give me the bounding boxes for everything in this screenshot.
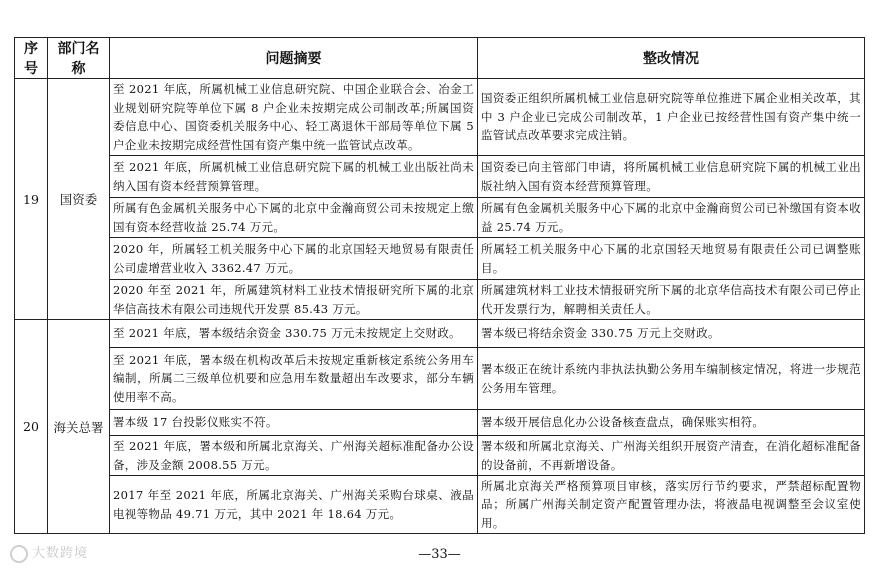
issue-cell: 2020 年至 2021 年，所属建筑材料工业技术情报研究所下属的北京华信高技术有限公司违规代开发票 85.43 万元。 bbox=[110, 280, 478, 320]
table-row bbox=[15, 156, 865, 198]
table-row bbox=[15, 238, 865, 280]
table-row bbox=[15, 320, 865, 348]
fix-cell: 署本级开展信息化办公设备核查盘点，确保账实相符。 bbox=[478, 410, 865, 436]
watermark-logo-icon bbox=[10, 545, 28, 563]
fix-cell: 署本级已将结余资金 330.75 万元上交财政。 bbox=[478, 320, 865, 348]
issue-cell: 至 2021 年底，署本级在机构改革后未按规定重新核定系统公务用车编制，所属二三级单位机要和应急用车数量超出车改要求，部分车辆使用率不高。 bbox=[110, 348, 478, 410]
seq-cell: 19 bbox=[15, 79, 48, 320]
table-header-row bbox=[15, 38, 865, 79]
fix-cell: 国资委已向主管部门申请，将所属机械工业信息研究院下属的机械工业出版社纳入国有资本经营预算管理。 bbox=[478, 156, 865, 198]
fix-cell: 所属轻工机关服务中心下属的北京国轻天地贸易有限责任公司已调整账目。 bbox=[478, 238, 865, 280]
fix-cell: 署本级和所属北京海关、广州海关组织开展资产清查，在消化超标准配备的设备前，不再新增设备。 bbox=[478, 436, 865, 476]
page-number: —33— bbox=[418, 547, 461, 562]
seq-cell: 20 bbox=[15, 320, 48, 534]
table-row bbox=[15, 79, 865, 156]
dept-cell: 海关总署 bbox=[48, 320, 110, 534]
issue-cell: 至 2021 年底，署本级和所属北京海关、广州海关超标准配备办公设备，涉及金额 2008.55 万元。 bbox=[110, 436, 478, 476]
table-row bbox=[15, 410, 865, 436]
watermark bbox=[10, 542, 88, 563]
header-issue: 问题摘要 bbox=[110, 38, 478, 79]
issue-cell: 2017 年至 2021 年底，所属北京海关、广州海关采购台球桌、液晶电视等物品 49.71 万元，其中 2021 年 18.64 万元。 bbox=[110, 476, 478, 534]
fix-cell: 国资委正组织所属机械工业信息研究院等单位推进下属企业相关改革，其中 3 户企业已完成公司制改革，1 户企业已按经营性国有资产集中统一监管试点改革要求完成注销。 bbox=[478, 79, 865, 156]
issue-cell: 至 2021 年底，所属机械工业信息研究院下属的机械工业出版社尚未纳入国有资本经营预算管理。 bbox=[110, 156, 478, 198]
dept-cell: 国资委 bbox=[48, 79, 110, 320]
table-row bbox=[15, 436, 865, 476]
header-fix: 整改情况 bbox=[478, 38, 865, 79]
header-seq: 序号 bbox=[15, 38, 48, 79]
issue-cell: 所属有色金属机关服务中心下属的北京中金瀚商贸公司未按规定上缴国有资本经营收益 25.74 万元。 bbox=[110, 198, 478, 238]
fix-cell: 署本级正在统计系统内非执法执勤公务用车编制核定情况，将进一步规范公务用车管理。 bbox=[478, 348, 865, 410]
watermark-text: 大数跨境 bbox=[32, 546, 89, 561]
issue-cell: 至 2021 年底，署本级结余资金 330.75 万元未按规定上交财政。 bbox=[110, 320, 478, 348]
table-row bbox=[15, 280, 865, 320]
issue-cell: 署本级 17 台投影仪账实不符。 bbox=[110, 410, 478, 436]
table-row bbox=[15, 476, 865, 534]
issue-cell: 2020 年，所属轻工机关服务中心下属的北京国轻天地贸易有限责任公司虚增营业收入 3362.47 万元。 bbox=[110, 238, 478, 280]
fix-cell: 所属北京海关严格预算项目审核，落实厉行节约要求，严禁超标配置物品；所属广州海关制定资产配置管理办法，将液晶电视调整至会议室使用。 bbox=[478, 476, 865, 534]
issue-cell: 至 2021 年底，所属机械工业信息研究院、中国企业联合会、冶金工业规划研究院等单位下属 8 户企业未按期完成公司制改革;所属国资委信息中心、国资委机关服务中心、轻工离退休干部局等单位下属 5 户企业未按期完成经营性国有资产集中统一监管试点改革。 bbox=[110, 79, 478, 156]
fix-cell: 所属建筑材料工业技术情报研究所下属的北京华信高技术有限公司已停止代开发票行为，解聘相关责任人。 bbox=[478, 280, 865, 320]
fix-cell: 所属有色金属机关服务中心下属的北京中金瀚商贸公司已补缴国有资本收益 25.74 万元。 bbox=[478, 198, 865, 238]
header-dept: 部门名称 bbox=[48, 38, 110, 79]
audit-rectification-table bbox=[14, 37, 865, 534]
table-row bbox=[15, 348, 865, 410]
table-row bbox=[15, 198, 865, 238]
